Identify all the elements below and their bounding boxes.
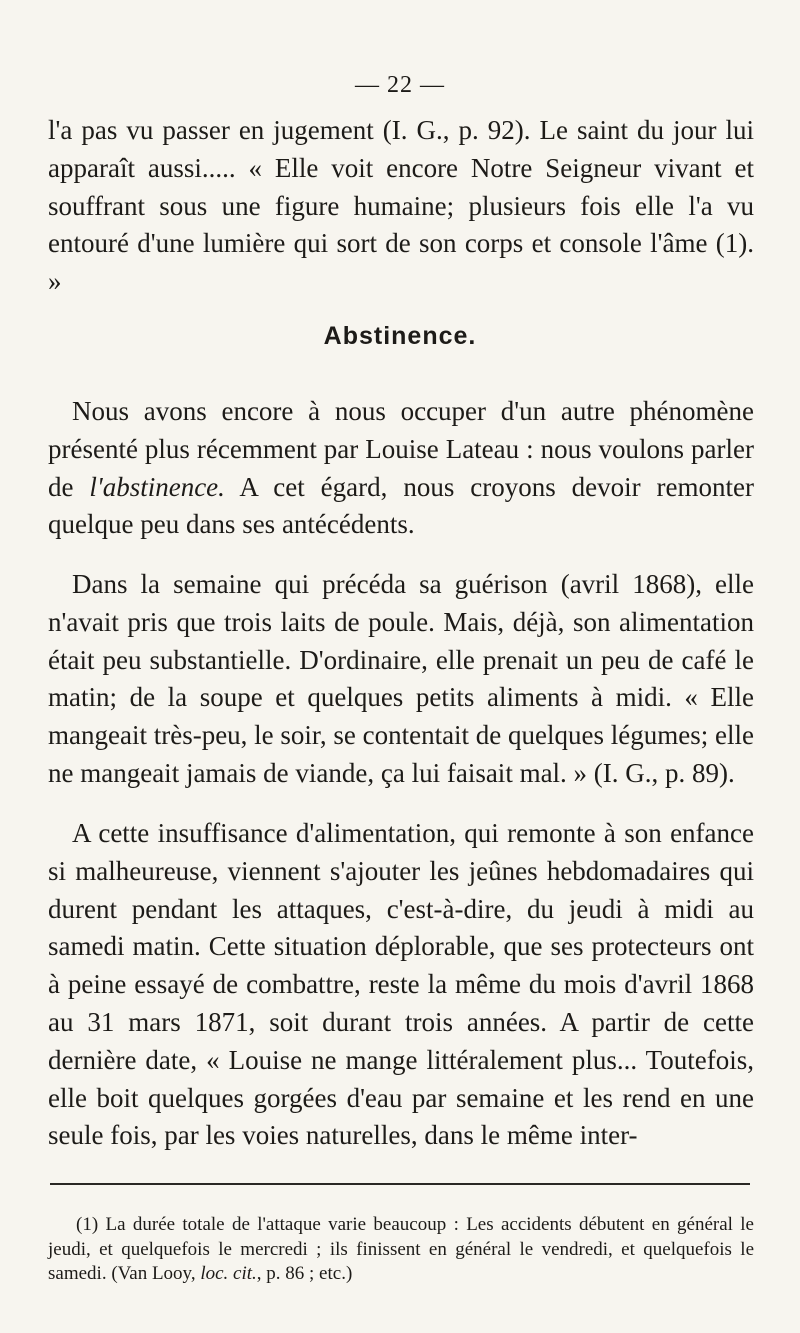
paragraph-diet [48,566,754,793]
paragraph-text-part: A cet égard, nous croyons devoir remonter quelque peu dans ses antécédents. [48,471,755,540]
footnote [48,1213,754,1287]
page-number: — 22 — [355,72,445,98]
footnote-text-part: (1) La durée totale de l'attaque varie beaucoup : Les accidents débutent en général le jeudi, et quelquefois le mercredi ; ils finissent en général le vendredi, et quelquefois le samedi. (Van Looy, [48,1214,754,1284]
paragraph-fasting [48,815,754,1155]
paragraph-continuation [48,112,754,301]
footnote-divider [50,1183,750,1185]
footnote-text [48,1213,754,1287]
paragraph-text-part: Nous avons encore à nous occuper d'un autre phénomène présenté plus récemment par Louise Lateau : nous voulons parler de [48,396,754,502]
paragraph-text [48,393,754,544]
footnote-italic: loc. cit. [200,1263,257,1284]
section-heading: Abstinence. [323,322,477,350]
paragraph-abstinence-intro [48,393,754,544]
footnote-text-part: , p. 86 ; etc.) [256,1263,353,1284]
paragraph-text: A cette insuffisance d'alimentation, qui remonte à son enfance si malheureuse, viennent s'ajouter les jeûnes hebdomadaires qui durent pendant les attaques, c'est-à-dire, du jeudi à midi au samedi matin. Cette situation déplorable, que ses protecteurs ont à peine essayé de combattre, reste la même du mois d'avril 1868 au 31 mars 1871, soit durant trois années. A partir de cette dernière date, « Louise ne mange littéralement plus... Toutefois, elle boit quelques gorgées d'eau par semaine et les rend en une seule fois, par les voies naturelles, dans le même inter- [48,818,754,1151]
paragraph-text: Dans la semaine qui précéda sa guérison (avril 1868), elle n'avait pris que trois laits de poule. Mais, déjà, son alimentation était peu substantielle. D'ordinaire, elle prenait un peu de café le matin; de la soupe et quelques petits aliments à midi. « Elle mangeait très-peu, le soir, se contentait de quelques légumes; elle ne mangeait jamais de viande, ça lui faisait mal. » (I. G., p. 89). [48,569,754,788]
italic-term: l'abstinence. [89,471,225,502]
paragraph-text: l'a pas vu passer en jugement (I. G., p. 92). Le saint du jour lui apparaît aussi..... « Elle voit encore Notre Seigneur vivant et souffrant sous une figure humaine; plusieurs fois elle l'a vu entouré d'une lumière qui sort de son corps et console l'âme (1). » [48,115,754,297]
